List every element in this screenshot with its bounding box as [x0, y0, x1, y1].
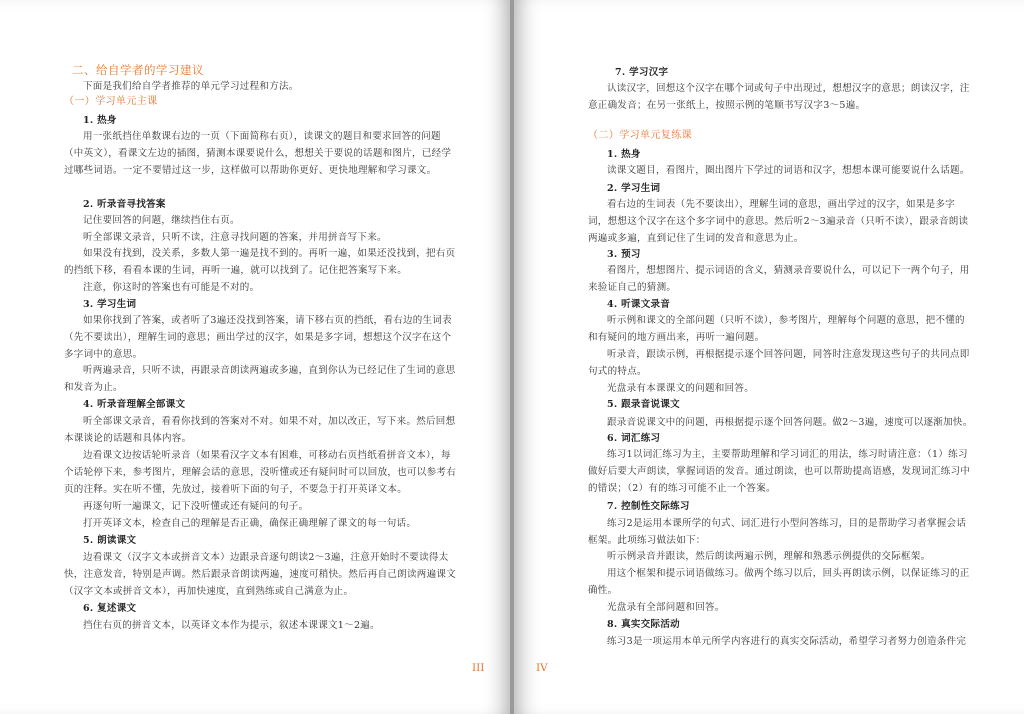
step-heading: 6. 词汇练习 — [607, 433, 661, 444]
paragraph: 看右边的生词表（先不要读出），理解生词的意思，画出学过的汉字，如果是多字词，想想这个汉字在这个多字词中的意思。然后听2～3遍录音（只听不读），跟录音朗读两遍或多遍，直到记住了生词的发音和意思为止。 — [588, 199, 969, 244]
step-heading: 5. 朗读课文 — [83, 535, 137, 546]
paragraph: 用一张纸挡住单数课右边的一页（下面简称右页），读课文的题目和要求回答的问题（中英文），看课文左边的插图，猜测本课要说什么，想想关于要说的话题和图片，已经学过哪些词语。一定不要错过这一步，这样做可以帮助你更好、更快地理解和学习课文。 — [64, 131, 452, 176]
paragraph: 光盘录有本课课文的问题和回答。 — [607, 383, 755, 394]
paragraph: 认读汉字，回想这个汉字在哪个词或句子中出现过，想想汉字的意思；朗读汉字，注意正确发音；在另一张纸上，按照示例的笔顺书写汉字3～5遍。 — [588, 83, 970, 111]
left-page — [0, 0, 510, 714]
step-heading: 4. 听课文录音 — [607, 299, 671, 310]
paragraph: 练习2是运用本课所学的句式、词汇进行小型问答练习，目的是帮助学习者掌握会话框架。此项练习做法如下： — [588, 518, 967, 546]
step-heading: 6. 复述课文 — [83, 603, 137, 614]
step-heading: 5. 跟录音说课文 — [607, 399, 680, 410]
paragraph: 听全部课文录音，看看你找到的答案对不对。如果不对，加以改正，写下来。然后回想本课谈论的话题和具体内容。 — [64, 416, 456, 444]
step-heading: 7. 控制性交际练习 — [607, 501, 690, 512]
paragraph: 下面是我们给自学者推荐的单元学习过程和方法。 — [83, 81, 299, 92]
step-heading: 3. 预习 — [607, 249, 641, 260]
section-heading: （二）学习单元复练课 — [588, 130, 692, 141]
paragraph: 记住要回答的问题，继续挡住右页。 — [83, 215, 240, 226]
step-heading: 3. 学习生词 — [83, 299, 137, 310]
paragraph: 跟录音说课文中的问题，再根据提示逐个回答问题。做2～3遍，速度可以逐渐加快。 — [607, 417, 973, 428]
right-page-number: IV — [536, 662, 548, 674]
paragraph: 看图片，想想图片、提示词语的含义，猜测录音要说什么，可以记下一两个句子，用来验证自己的猜测。 — [588, 265, 970, 293]
section-heading: （一）学习单元主课 — [64, 96, 158, 107]
paragraph: 听全部课文录音，只听不读，注意寻找问题的答案，并用拼音写下来。 — [83, 232, 387, 243]
paragraph: 听录音，跟读示例，再根据提示逐个回答问题，同答时注意发现这些句子的共同点即句式的特点。 — [588, 349, 970, 377]
paragraph: 练习3是一项运用本单元所学内容进行的真实交际活动，希望学习者努力创造条件完 — [607, 636, 967, 647]
paragraph: 边看课文边按话轮听录音（如果看汉字文本有困难，可移动右页挡纸看拼音文本），每个话轮停下来，参考图片，理解会话的意思，没听懂或还有疑问时可以回放，也可以参考右页的注释。实在听不懂，先放过，接着听下面的句子，不要急于打开英译文本。 — [64, 450, 457, 495]
step-heading: 1. 热身 — [83, 115, 117, 126]
paragraph: 挡住右页的拼音文本，以英译文本作为提示，叙述本课课文1～2遍。 — [83, 620, 380, 631]
step-heading: 7. 学习汉字 — [615, 67, 669, 78]
paragraph: 练习1以词汇练习为主，主要帮助理解和学习词汇的用法，练习时请注意：（1）练习做好后要大声朗读，掌握词语的发音。通过朗读，也可以帮助提高语感，发现词汇练习中的错误；（2）有的练习可能不止一个答案。 — [588, 449, 971, 494]
paragraph: 如果你找到了答案，或者听了3遍还没找到答案，请下移右页的挡纸，看右边的生词表（先不要读出），理解生词的意思；画出学过的汉字，如果是多字词，想想这个汉字在这个多字词中的意思。 — [64, 315, 452, 360]
paragraph: 读课文题目，看图片，圈出图片下学过的词语和汉字，想想本课可能要说什么话题。 — [607, 165, 970, 176]
step-heading: 1. 热身 — [607, 149, 641, 160]
section-heading: 二、给自学者的学习建议 — [72, 63, 204, 77]
paragraph: 注意，你这时的答案也有可能是不对的。 — [83, 282, 260, 293]
right-page — [514, 0, 1024, 714]
step-heading: 4. 听录音理解全部课文 — [83, 399, 186, 410]
paragraph: 边看课文（汉字文本或拼音文本）边跟录音逐句朗读2～3遍，注意开始时不要读得太快，注意发音，特别是声调。然后跟录音朗读两遍，速度可稍快。然后再自己朗读两遍课文（汉字文本或拼音文本），再加快速度，直到熟练或自己满意为止。 — [64, 552, 457, 597]
paragraph: 光盘录有全部问题和回答。 — [607, 602, 725, 613]
left-page-number: III — [472, 662, 485, 674]
paragraph: 听示例和课文的全部问题（只听不读），参考图片，理解每个问题的意思，把不懂的和有疑问的地方画出来，再听一遍问题。 — [588, 315, 965, 343]
step-heading: 2. 听录音寻找答案 — [83, 199, 166, 210]
step-heading: 8. 真实交际活动 — [607, 619, 680, 630]
paragraph: 再逐句听一遍课文，记下没听懂或还有疑问的句子。 — [83, 501, 309, 512]
paragraph: 如果没有找到，没关系，多数人第一遍是找不到的。再听一遍，如果还没找到，把右页的挡纸下移，看看本课的生词，再听一遍，就可以找到了。记住把答案写下来。 — [64, 248, 456, 276]
paragraph: 听示例录音并跟读，然后朗读两遍示例，理解和熟悉示例提供的交际框架。 — [607, 551, 931, 562]
paragraph: 打开英译文本，检查自己的理解是否正确，确保正确理解了课文的每一句话。 — [83, 518, 417, 529]
paragraph: 用这个框架和提示词语做练习。做两个练习以后，回头再朗读示例，以保证练习的正确性。 — [588, 568, 970, 596]
paragraph: 听两遍录音，只听不读，再跟录音朗读两遍或多遍，直到你认为已经记住了生词的意思和发音为止。 — [64, 365, 456, 393]
step-heading: 2. 学习生词 — [607, 183, 661, 194]
